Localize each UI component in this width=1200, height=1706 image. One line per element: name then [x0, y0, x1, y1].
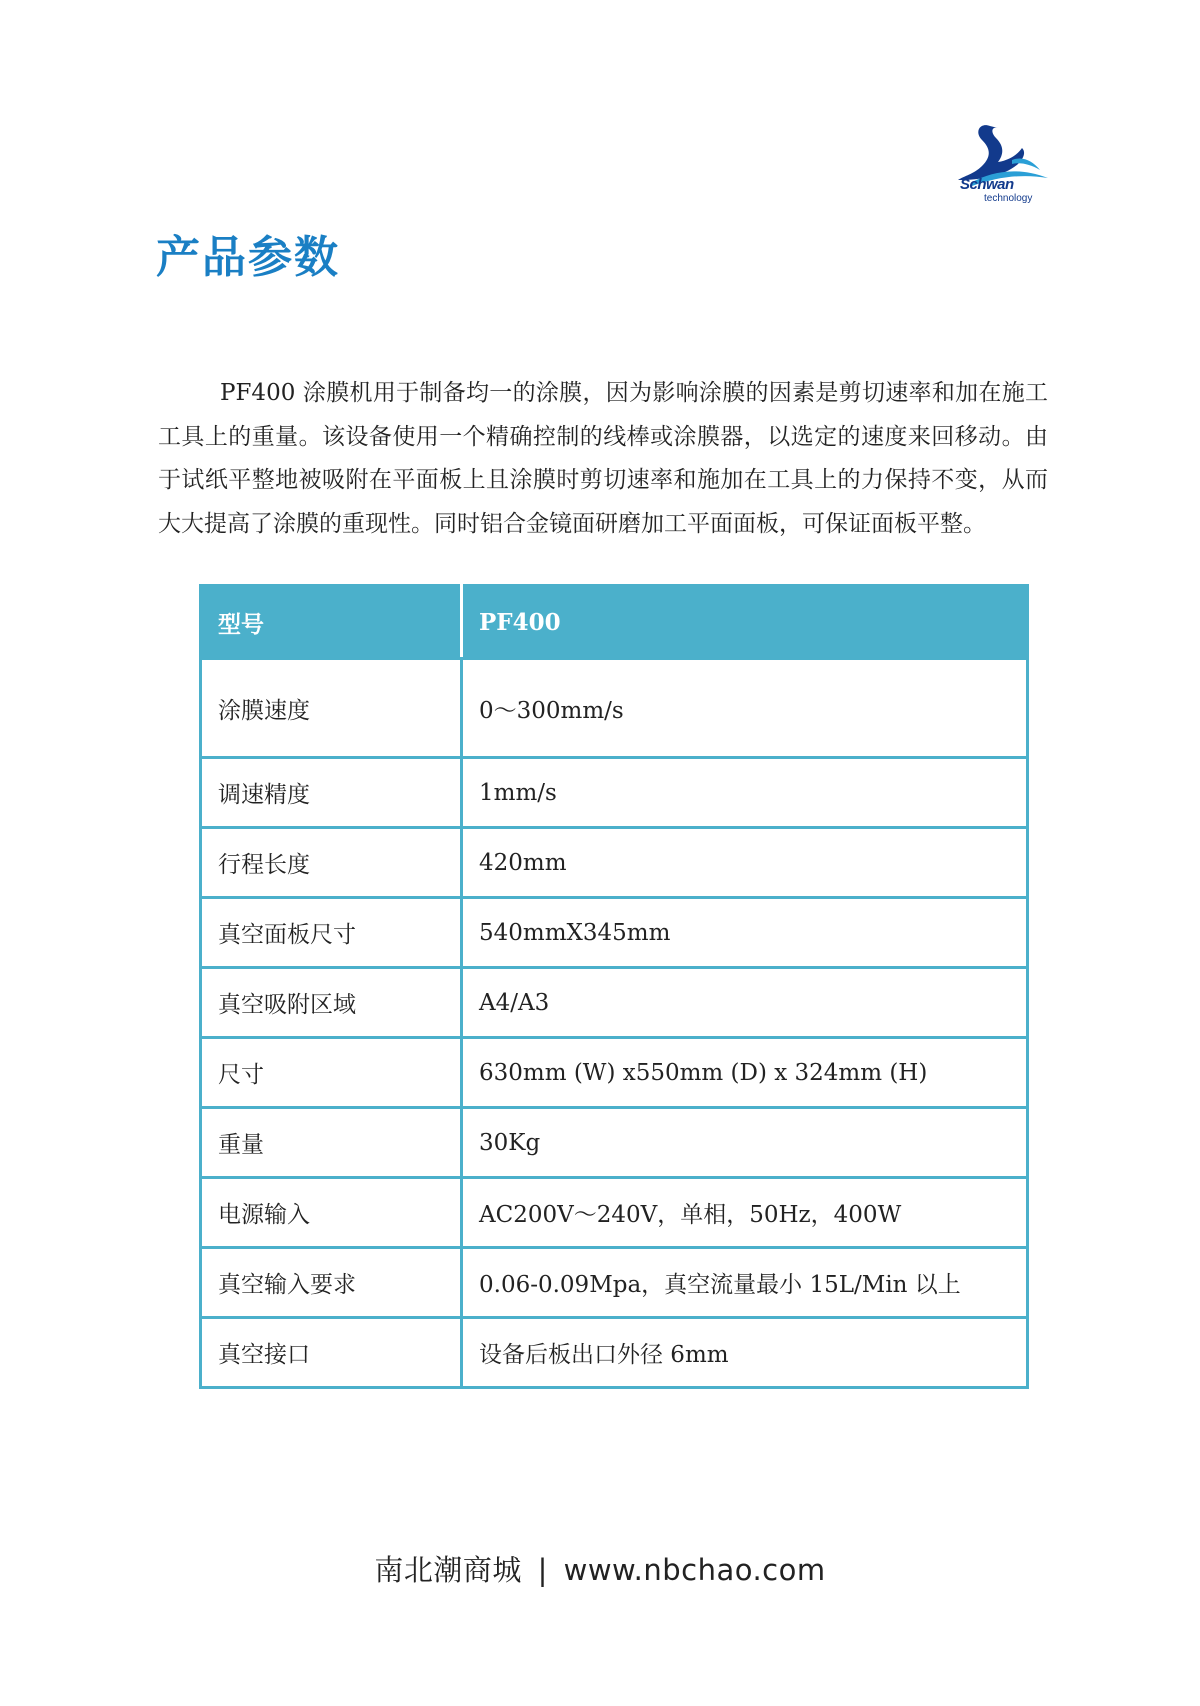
footer-site-name: 南北潮商城: [374, 1553, 522, 1587]
spec-value: 30Kg: [462, 1108, 1028, 1178]
page-footer: [0, 1548, 1200, 1589]
spec-label: 真空接口: [201, 1318, 462, 1388]
table-row: [201, 758, 1028, 828]
table-row: [201, 659, 1028, 758]
logo-wordmark: Schwan: [960, 176, 1014, 193]
spec-label: 涂膜速度: [201, 659, 462, 758]
spec-value: 0～300mm/s: [462, 659, 1028, 758]
spec-label: 真空输入要求: [201, 1248, 462, 1318]
header-value-cell: PF400: [462, 586, 1028, 659]
table-row: [201, 828, 1028, 898]
spec-label: 尺寸: [201, 1038, 462, 1108]
table-row: [201, 968, 1028, 1038]
intro-paragraph: PF400 涂膜机用于制备均一的涂膜，因为影响涂膜的因素是剪切速率和加在施工工具上的重量。该设备使用一个精确控制的线棒或涂膜器，以选定的速度来回移动。由于试纸平整地被吸附在平面板上且涂膜时剪切速率和施加在工具上的力保持不变，从而大大提高了涂膜的重现性。同时铝合金镜面研磨加工平面面板，可保证面板平整。: [158, 380, 1048, 537]
table-row: [201, 1248, 1028, 1318]
page-title: 产品参数: [156, 232, 340, 283]
spec-value: 630mm (W) x550mm (D) x 324mm (H): [462, 1038, 1028, 1108]
spec-value: 0.06-0.09Mpa，真空流量最小 15L/Min 以上: [462, 1248, 1028, 1318]
brand-logo: [952, 120, 1052, 210]
spec-value: A4/A3: [462, 968, 1028, 1038]
spec-label: 电源输入: [201, 1178, 462, 1248]
header-label-cell: 型号: [201, 586, 462, 659]
spec-label: 真空吸附区域: [201, 968, 462, 1038]
table-row: [201, 1108, 1028, 1178]
footer-separator: |: [537, 1553, 548, 1587]
spec-value: AC200V～240V，单相，50Hz，400W: [462, 1178, 1028, 1248]
spec-label: 行程长度: [201, 828, 462, 898]
table-row: [201, 1178, 1028, 1248]
table-header-row: [201, 586, 1028, 659]
spec-value: 420mm: [462, 828, 1028, 898]
table-row: [201, 1038, 1028, 1108]
spec-value: 540mmX345mm: [462, 898, 1028, 968]
spec-table: [199, 584, 1029, 1389]
table-row: [201, 898, 1028, 968]
footer-url-link[interactable]: www.nbchao.com: [563, 1553, 826, 1587]
spec-label: 真空面板尺寸: [201, 898, 462, 968]
logo-tagline: technology: [984, 193, 1033, 204]
table-row: [201, 1318, 1028, 1388]
spec-value: 设备后板出口外径 6mm: [462, 1318, 1028, 1388]
spec-value: 1mm/s: [462, 758, 1028, 828]
spec-label: 重量: [201, 1108, 462, 1178]
spec-label: 调速精度: [201, 758, 462, 828]
